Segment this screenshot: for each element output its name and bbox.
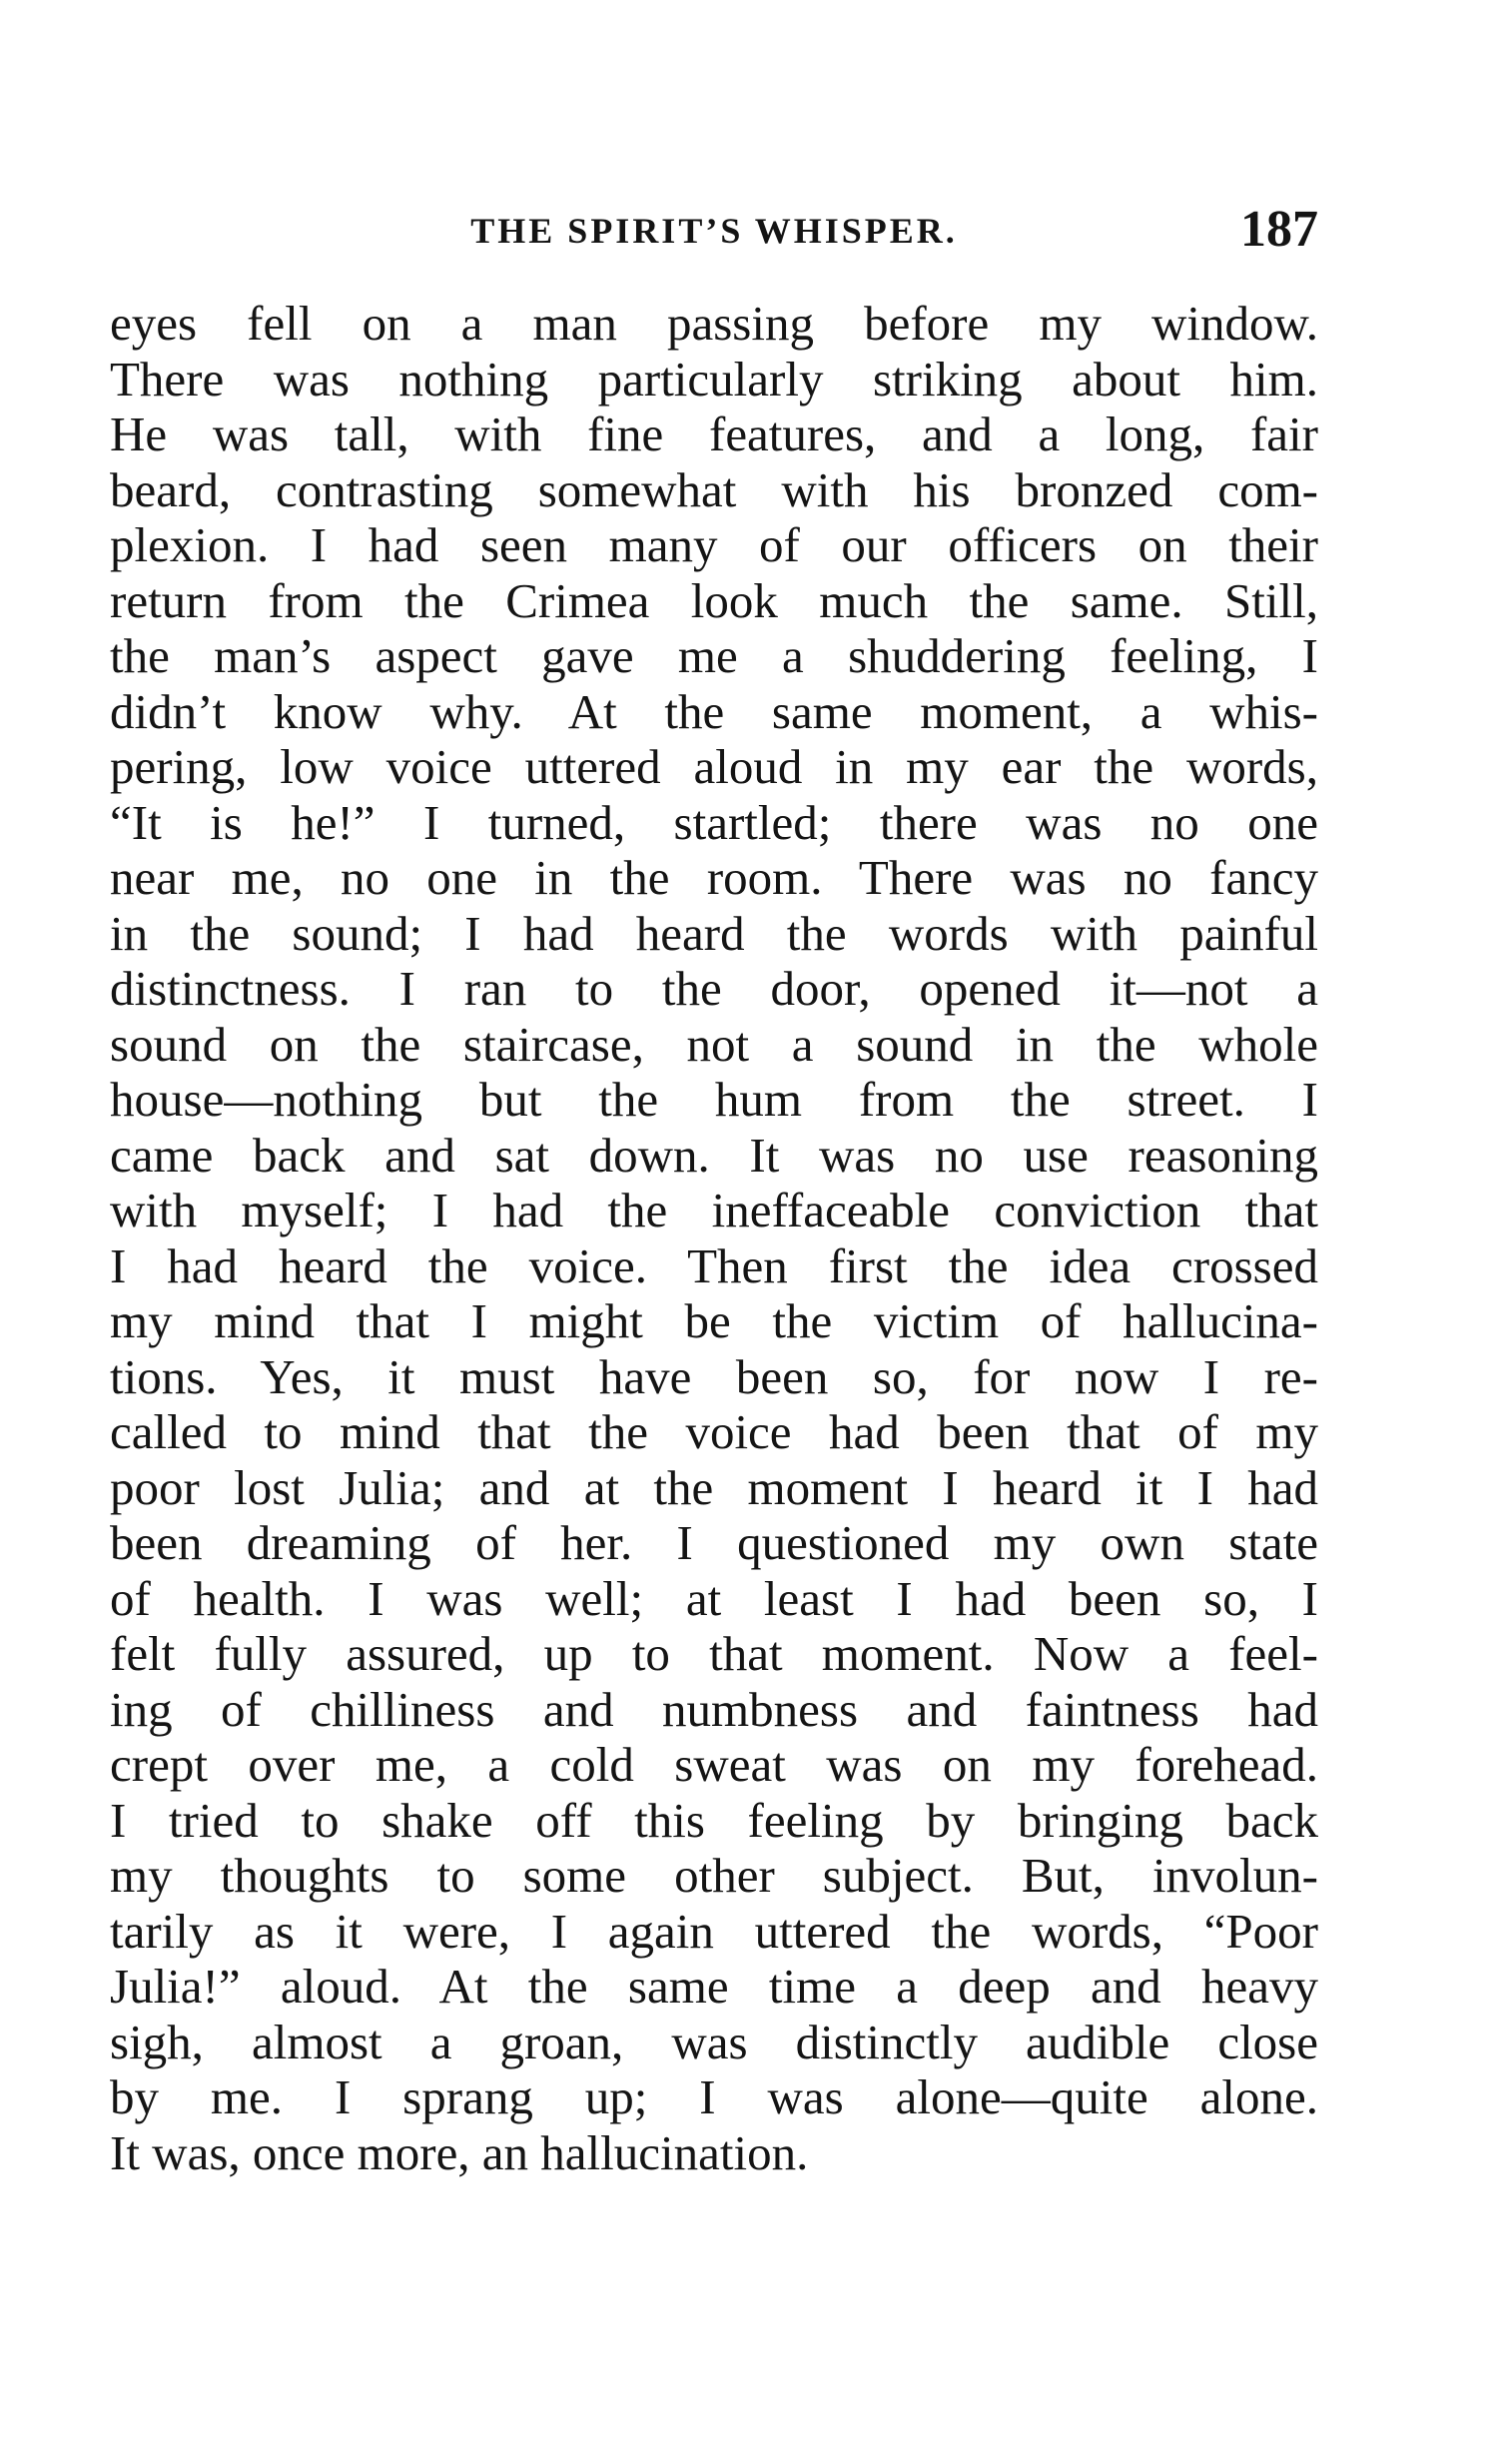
text-line: came back and sat down. It was no use reasoning [110,1127,1318,1183]
text-line: crept over me, a cold sweat was on my forehead. [110,1737,1318,1792]
page-number: 187 [1240,201,1318,258]
text-line: He was tall, with fine features, and a long, fair [110,407,1318,461]
text-line: poor lost Julia; and at the moment I heard it I had [110,1459,1318,1515]
text-line: called to mind that the voice had been that of my [110,1404,1318,1459]
text-line: There was nothing particularly striking about him. [110,351,1318,407]
running-title: THE SPIRIT’S WHISPER. [470,211,958,251]
text-line: pering, low voice uttered aloud in my ear the words, [110,739,1318,794]
text-line: It was, once more, an hallucination. [110,2124,809,2180]
text-line: felt fully assured, up to that moment. Now a feel- [110,1626,1318,1681]
text-line: in the sound; I had heard the words with painful [110,905,1318,961]
text-line: ing of chilliness and numbness and faintness had [110,1681,1318,1737]
text-line: sound on the staircase, not a sound in the whole [110,1016,1318,1072]
text-line: by me. I sprang up; I was alone—quite alone. [110,2069,1318,2124]
text-line: beard, contrasting somewhat with his bronzed com- [110,461,1318,517]
running-head [110,200,1318,260]
text-line: “It is he!” I turned, startled; there was no one [110,794,1318,850]
text-line: sigh, almost a groan, was distinctly audible close [110,2014,1318,2069]
text-line: didn’t know why. At the same moment, a whis- [110,683,1318,739]
text-line: eyes fell on a man passing before my window. [110,296,1318,351]
text-line: I tried to shake off this feeling by bringing back [110,1792,1318,1848]
text-line: my mind that I might be the victim of hallucina- [110,1293,1318,1348]
text-line: distinctness. I ran to the door, opened it—not a [110,961,1318,1016]
text-line: tions. Yes, it must have been so, for now I re- [110,1348,1318,1404]
body-text [110,296,1318,2180]
text-line: tarily as it were, I again uttered the words, “Poor [110,1903,1318,1959]
text-line: my thoughts to some other subject. But, involun- [110,1848,1318,1903]
text-line: of health. I was well; at least I had been so, I [110,1570,1318,1626]
text-line: return from the Crimea look much the same. Still, [110,572,1318,628]
text-line: with myself; I had the ineffaceable conviction that [110,1183,1318,1237]
text-line: plexion. I had seen many of our officers on their [110,517,1318,572]
text-line: I had heard the voice. Then first the idea crossed [110,1237,1318,1293]
text-line: been dreaming of her. I questioned my own state [110,1515,1318,1570]
text-line: Julia!” aloud. At the same time a deep and heavy [110,1959,1318,2014]
text-line: house—nothing but the hum from the street. I [110,1072,1318,1127]
text-line: near me, no one in the room. There was no fancy [110,850,1318,905]
text-line: the man’s aspect gave me a shuddering feeling, I [110,628,1318,683]
